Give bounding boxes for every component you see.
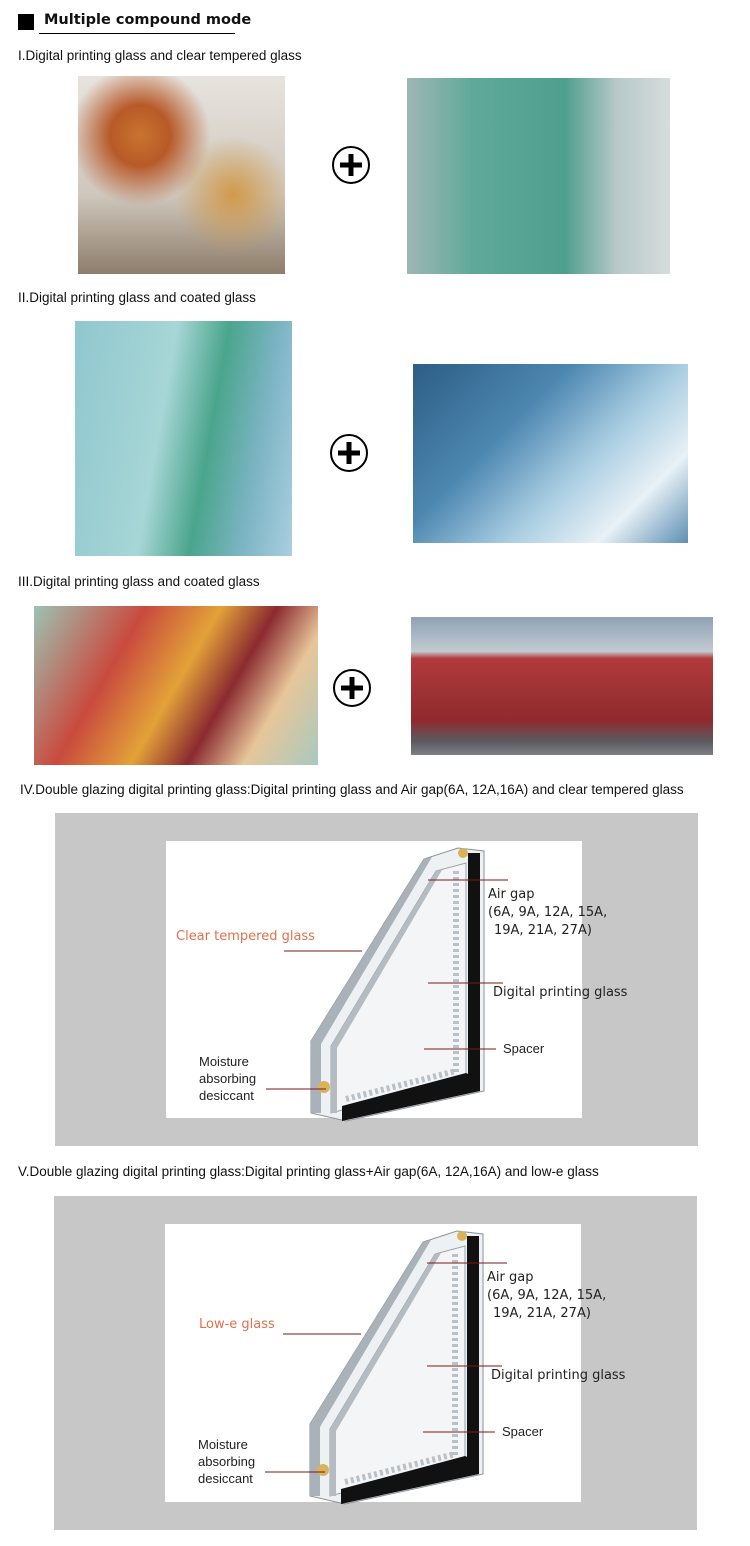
outer-glass-label: Clear tempered glass [176,929,315,944]
section-caption-3: III.Digital printing glass and coated glass [18,574,260,589]
section-caption-2: II.Digital printing glass and coated glass [18,290,256,305]
heading-square-icon [18,14,34,30]
desiccant-label-1: Moisture [198,1437,248,1452]
section-caption-5: V.Double glazing digital printing glass:Digital printing glass+Air gap(6A, 12A,16A) and low-e glass [18,1164,599,1179]
plus-icon [330,434,368,472]
spacer-label: Spacer [503,1041,545,1056]
air-gap-sizes-2: 19A, 21A, 27A) [494,923,592,938]
desiccant-label-2: absorbing [198,1454,256,1469]
double-glazing-diagram-2 [165,1224,626,1502]
spacer-label: Spacer [502,1424,544,1439]
plus-icon [332,146,370,184]
air-gap-sizes-1: (6A, 9A, 12A, 15A, [487,1288,607,1303]
outer-glass-label: Low-e glass [199,1317,275,1332]
inner-glass-label: Digital printing glass [491,1368,626,1383]
glass-unit-illustration [311,848,484,1121]
red-coated-glass-building-photo [411,617,713,755]
air-gap-sizes-1: (6A, 9A, 12A, 15A, [488,905,608,920]
page-title: Multiple compound mode [44,12,252,28]
desiccant-label-3: desiccant [198,1471,253,1486]
digital-printing-glass-photo [78,76,285,274]
air-gap-label: Air gap [487,1270,534,1285]
glass-unit-illustration [310,1231,483,1504]
section-caption-4: IV.Double glazing digital printing glass:Digital printing glass and Air gap(6A, 12A,16A) and clear tempered glass [20,782,684,797]
double-glazing-diagram-1 [166,841,628,1118]
desiccant-label-2: absorbing [199,1071,257,1086]
digital-printing-glass-facade-photo [75,321,292,556]
diagram-panel-1 [55,813,698,1146]
diagram-panel-2 [54,1196,697,1530]
plus-icon [333,669,371,707]
section-caption-1: I.Digital printing glass and clear tempered glass [18,48,302,63]
coated-glass-building-photo [413,364,688,543]
desiccant-label-3: desiccant [199,1088,254,1103]
colored-printing-glass-photo [34,606,318,765]
inner-glass-label: Digital printing glass [493,985,628,1000]
clear-tempered-glass-photo [407,78,670,274]
air-gap-sizes-2: 19A, 21A, 27A) [493,1306,591,1321]
desiccant-label-1: Moisture [199,1054,249,1069]
air-gap-label: Air gap [488,887,535,902]
title-underline [39,33,235,34]
